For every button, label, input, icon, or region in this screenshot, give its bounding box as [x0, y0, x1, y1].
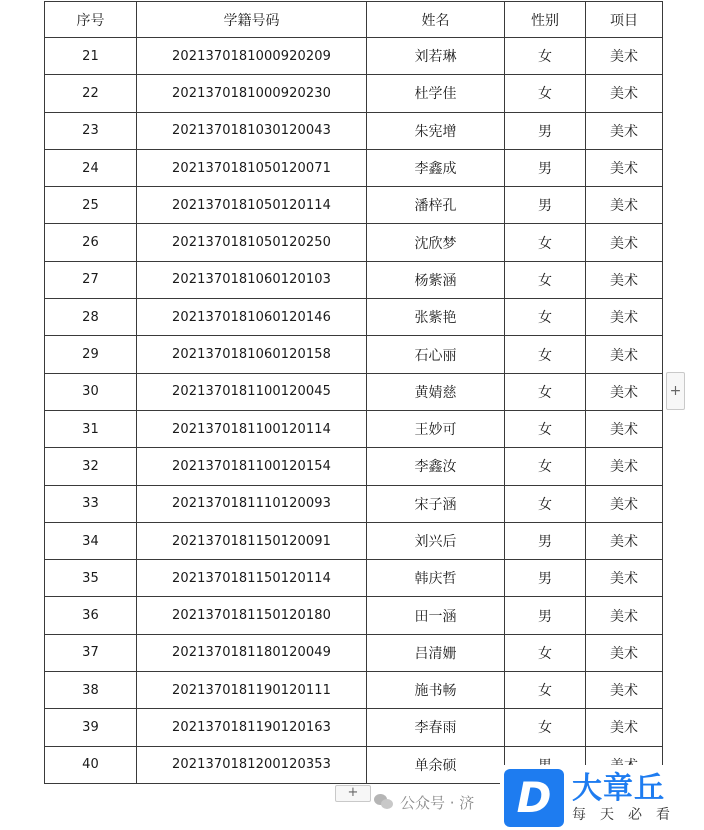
table-row	[45, 672, 663, 709]
cell-index: 33	[45, 485, 137, 522]
cell-gender: 女	[505, 75, 586, 112]
cell-subject: 美术	[586, 299, 663, 336]
table-row	[45, 448, 663, 485]
cell-name: 施书畅	[367, 672, 505, 709]
brand-name: 大章丘	[572, 770, 665, 806]
logo-icon: D	[504, 769, 564, 827]
cell-name: 王妙可	[367, 410, 505, 447]
table-row	[45, 261, 663, 298]
table-row	[45, 522, 663, 559]
table-row	[45, 373, 663, 410]
cell-index: 40	[45, 746, 137, 783]
table-row	[45, 709, 663, 746]
cell-index: 30	[45, 373, 137, 410]
cell-index: 37	[45, 634, 137, 671]
cell-name: 韩庆哲	[367, 560, 505, 597]
student-table	[44, 1, 663, 784]
table-row	[45, 187, 663, 224]
header-student-id: 学籍号码	[137, 2, 367, 38]
cell-subject: 美术	[586, 634, 663, 671]
cell-name: 杜学佳	[367, 75, 505, 112]
wechat-icon	[374, 794, 394, 810]
cell-subject: 美术	[586, 187, 663, 224]
cell-gender: 男	[505, 522, 586, 559]
cell-index: 39	[45, 709, 137, 746]
cell-subject: 美术	[586, 410, 663, 447]
cell-index: 21	[45, 38, 137, 75]
cell-gender: 女	[505, 299, 586, 336]
cell-subject: 美术	[586, 224, 663, 261]
add-column-button[interactable]: +	[666, 372, 685, 410]
wechat-watermark	[374, 791, 474, 813]
cell-gender: 女	[505, 261, 586, 298]
cell-subject: 美术	[586, 597, 663, 634]
header-index: 序号	[45, 2, 137, 38]
cell-gender: 女	[505, 634, 586, 671]
cell-index: 29	[45, 336, 137, 373]
cell-gender: 男	[505, 149, 586, 186]
cell-gender: 女	[505, 672, 586, 709]
cell-student-id: 2021370181110120093	[137, 485, 367, 522]
cell-subject: 美术	[586, 448, 663, 485]
cell-gender: 男	[505, 187, 586, 224]
cell-student-id: 2021370181150120180	[137, 597, 367, 634]
table-row	[45, 299, 663, 336]
cell-gender: 女	[505, 224, 586, 261]
cell-gender: 女	[505, 410, 586, 447]
cell-gender: 男	[505, 560, 586, 597]
cell-gender: 女	[505, 336, 586, 373]
cell-student-id: 2021370181050120071	[137, 149, 367, 186]
cell-student-id: 2021370181200120353	[137, 746, 367, 783]
table-header-row	[45, 2, 663, 38]
cell-index: 22	[45, 75, 137, 112]
table-row	[45, 224, 663, 261]
cell-name: 李鑫汝	[367, 448, 505, 485]
cell-index: 36	[45, 597, 137, 634]
brand-badge	[500, 765, 704, 830]
cell-subject: 美术	[586, 373, 663, 410]
cell-student-id: 2021370181100120154	[137, 448, 367, 485]
add-row-button[interactable]: +	[335, 785, 371, 802]
cell-subject: 美术	[586, 522, 663, 559]
cell-name: 张紫艳	[367, 299, 505, 336]
cell-name: 田一涵	[367, 597, 505, 634]
cell-student-id: 2021370181150120114	[137, 560, 367, 597]
cell-index: 24	[45, 149, 137, 186]
table-row	[45, 560, 663, 597]
cell-index: 35	[45, 560, 137, 597]
cell-subject: 美术	[586, 112, 663, 149]
wechat-text: 公众号 · 济	[400, 793, 475, 812]
table-row	[45, 75, 663, 112]
cell-gender: 男	[505, 597, 586, 634]
cell-subject: 美术	[586, 560, 663, 597]
cell-student-id: 2021370181190120111	[137, 672, 367, 709]
cell-student-id: 2021370181050120250	[137, 224, 367, 261]
cell-gender: 男	[505, 112, 586, 149]
table-row	[45, 336, 663, 373]
cell-student-id: 2021370181190120163	[137, 709, 367, 746]
cell-index: 31	[45, 410, 137, 447]
brand-slogan: 每天必看	[572, 806, 684, 823]
cell-name: 刘兴后	[367, 522, 505, 559]
cell-name: 单余硕	[367, 746, 505, 783]
cell-subject: 美术	[586, 261, 663, 298]
cell-index: 38	[45, 672, 137, 709]
header-subject: 项目	[586, 2, 663, 38]
cell-name: 李春雨	[367, 709, 505, 746]
table-row	[45, 112, 663, 149]
cell-gender: 女	[505, 373, 586, 410]
table-row	[45, 634, 663, 671]
table-row	[45, 410, 663, 447]
cell-name: 吕清姗	[367, 634, 505, 671]
cell-gender: 女	[505, 709, 586, 746]
cell-index: 32	[45, 448, 137, 485]
cell-name: 刘若琳	[367, 38, 505, 75]
cell-index: 23	[45, 112, 137, 149]
cell-subject: 美术	[586, 336, 663, 373]
cell-student-id: 2021370181060120103	[137, 261, 367, 298]
header-name: 姓名	[367, 2, 505, 38]
cell-student-id: 2021370181100120114	[137, 410, 367, 447]
cell-index: 25	[45, 187, 137, 224]
cell-subject: 美术	[586, 75, 663, 112]
cell-name: 杨紫涵	[367, 261, 505, 298]
cell-student-id: 2021370181000920209	[137, 38, 367, 75]
cell-name: 石心丽	[367, 336, 505, 373]
cell-gender: 女	[505, 38, 586, 75]
cell-index: 28	[45, 299, 137, 336]
cell-index: 27	[45, 261, 137, 298]
cell-subject: 美术	[586, 149, 663, 186]
cell-student-id: 2021370181050120114	[137, 187, 367, 224]
cell-student-id: 2021370181060120146	[137, 299, 367, 336]
cell-student-id: 2021370181180120049	[137, 634, 367, 671]
header-gender: 性别	[505, 2, 586, 38]
cell-gender: 女	[505, 448, 586, 485]
cell-student-id: 2021370181030120043	[137, 112, 367, 149]
table-row	[45, 38, 663, 75]
cell-name: 黄婧慈	[367, 373, 505, 410]
cell-name: 沈欣梦	[367, 224, 505, 261]
cell-gender: 女	[505, 485, 586, 522]
table-row	[45, 597, 663, 634]
cell-subject: 美术	[586, 709, 663, 746]
cell-subject: 美术	[586, 672, 663, 709]
cell-name: 朱宪增	[367, 112, 505, 149]
cell-subject: 美术	[586, 485, 663, 522]
cell-student-id: 2021370181000920230	[137, 75, 367, 112]
cell-name: 潘梓孔	[367, 187, 505, 224]
cell-student-id: 2021370181150120091	[137, 522, 367, 559]
cell-subject: 美术	[586, 38, 663, 75]
table-row	[45, 149, 663, 186]
cell-name: 宋子涵	[367, 485, 505, 522]
table-row	[45, 485, 663, 522]
cell-index: 26	[45, 224, 137, 261]
cell-name: 李鑫成	[367, 149, 505, 186]
cell-student-id: 2021370181100120045	[137, 373, 367, 410]
cell-student-id: 2021370181060120158	[137, 336, 367, 373]
cell-index: 34	[45, 522, 137, 559]
